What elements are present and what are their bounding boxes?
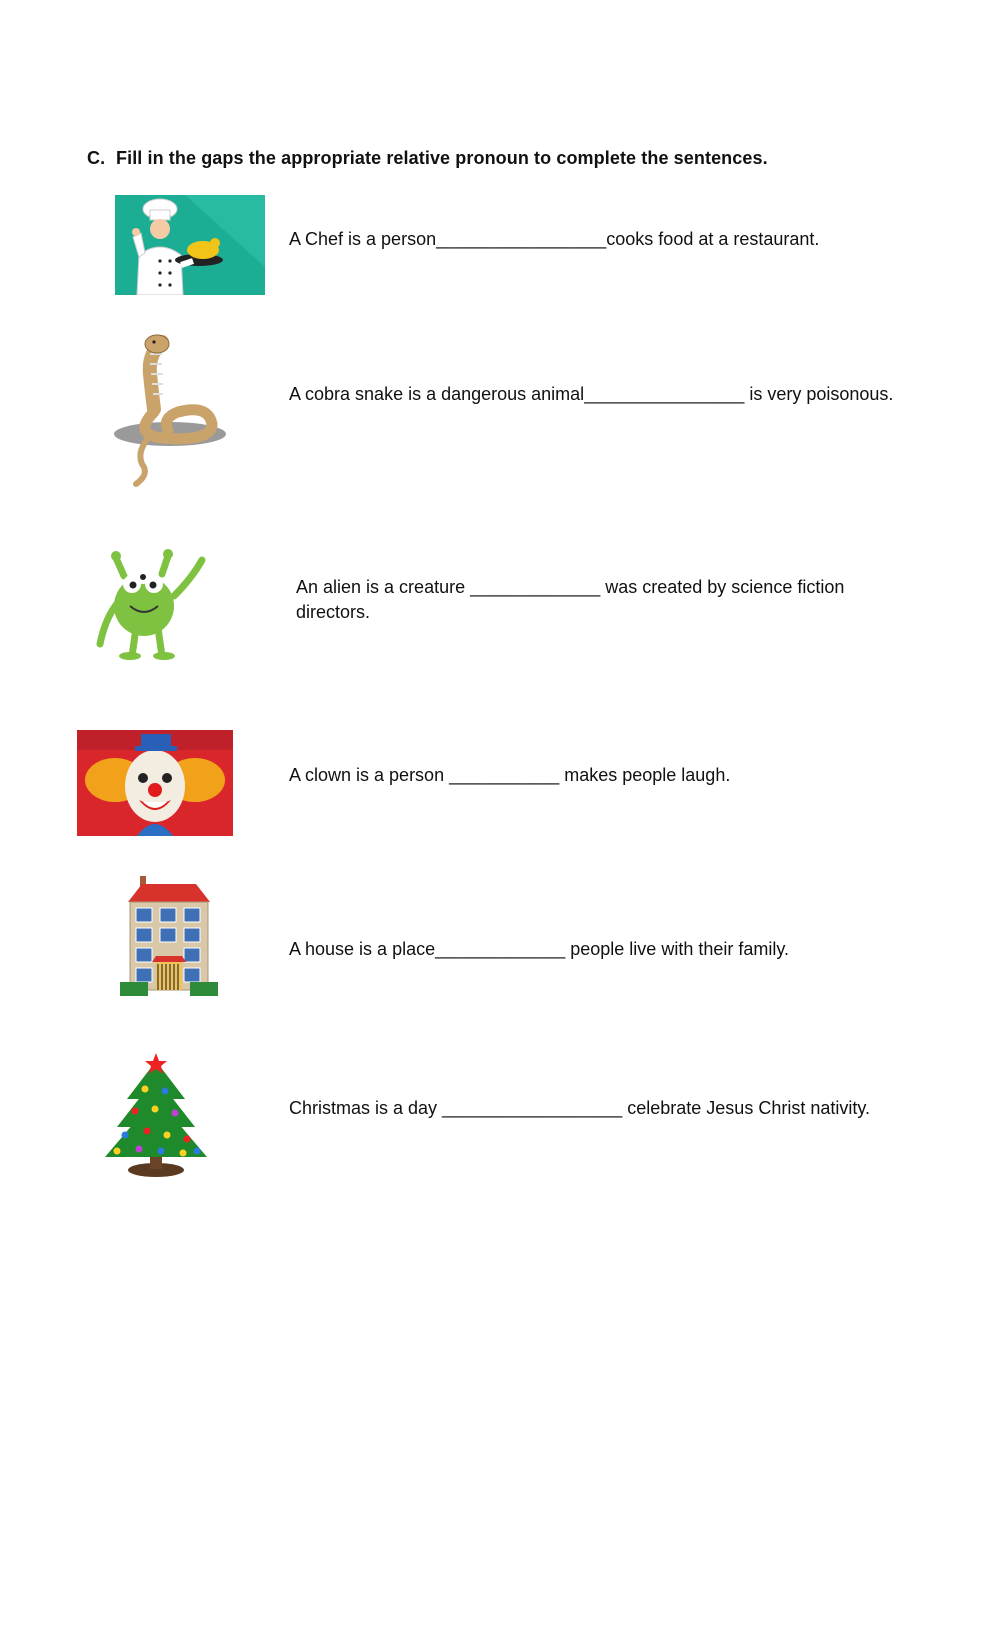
house-picture: [120, 876, 218, 1002]
sentence-text: was created by science fiction directors.: [296, 577, 845, 622]
sentence-4: [289, 763, 730, 788]
clown-picture: [77, 730, 233, 836]
sentence-1: [289, 227, 819, 252]
sentence-text: cooks food at a restaurant.: [606, 229, 820, 249]
sentence-6: [289, 1096, 870, 1121]
sentence-text: celebrate Jesus Christ nativity.: [622, 1098, 871, 1118]
answer-blank[interactable]: _____________: [435, 939, 566, 959]
sentence-text: is very poisonous.: [744, 384, 894, 404]
sentence-2: [289, 382, 893, 407]
sentence-text: Christmas is a day: [289, 1098, 443, 1118]
answer-blank[interactable]: ___________: [449, 765, 560, 785]
instruction: Fill in the gaps the appropriate relative pronoun to complete the sentences.: [116, 148, 768, 168]
cobra-snake-picture: [112, 334, 227, 490]
answer-blank[interactable]: _____________: [470, 577, 601, 597]
sentence-text: makes people laugh.: [559, 765, 731, 785]
sentence-text: people live with their family.: [565, 939, 790, 959]
alien-picture: [96, 548, 214, 660]
sentence-text: A house is a place: [289, 939, 436, 959]
answer-blank[interactable]: __________________: [442, 1098, 623, 1118]
christmas-tree-picture: [103, 1053, 209, 1179]
sentence-text: A cobra snake is a dangerous animal: [289, 384, 585, 404]
sentence-5: [289, 937, 789, 962]
sentence-3: [296, 575, 886, 625]
section-number: C.: [87, 148, 106, 168]
answer-blank[interactable]: _________________: [436, 229, 607, 249]
sentence-text: A Chef is a person: [289, 229, 437, 249]
answer-blank[interactable]: ________________: [584, 384, 745, 404]
heading: [87, 148, 768, 169]
sentence-text: An alien is a creature: [296, 577, 471, 597]
chef-picture: [115, 195, 265, 295]
sentence-text: A clown is a person: [289, 765, 450, 785]
